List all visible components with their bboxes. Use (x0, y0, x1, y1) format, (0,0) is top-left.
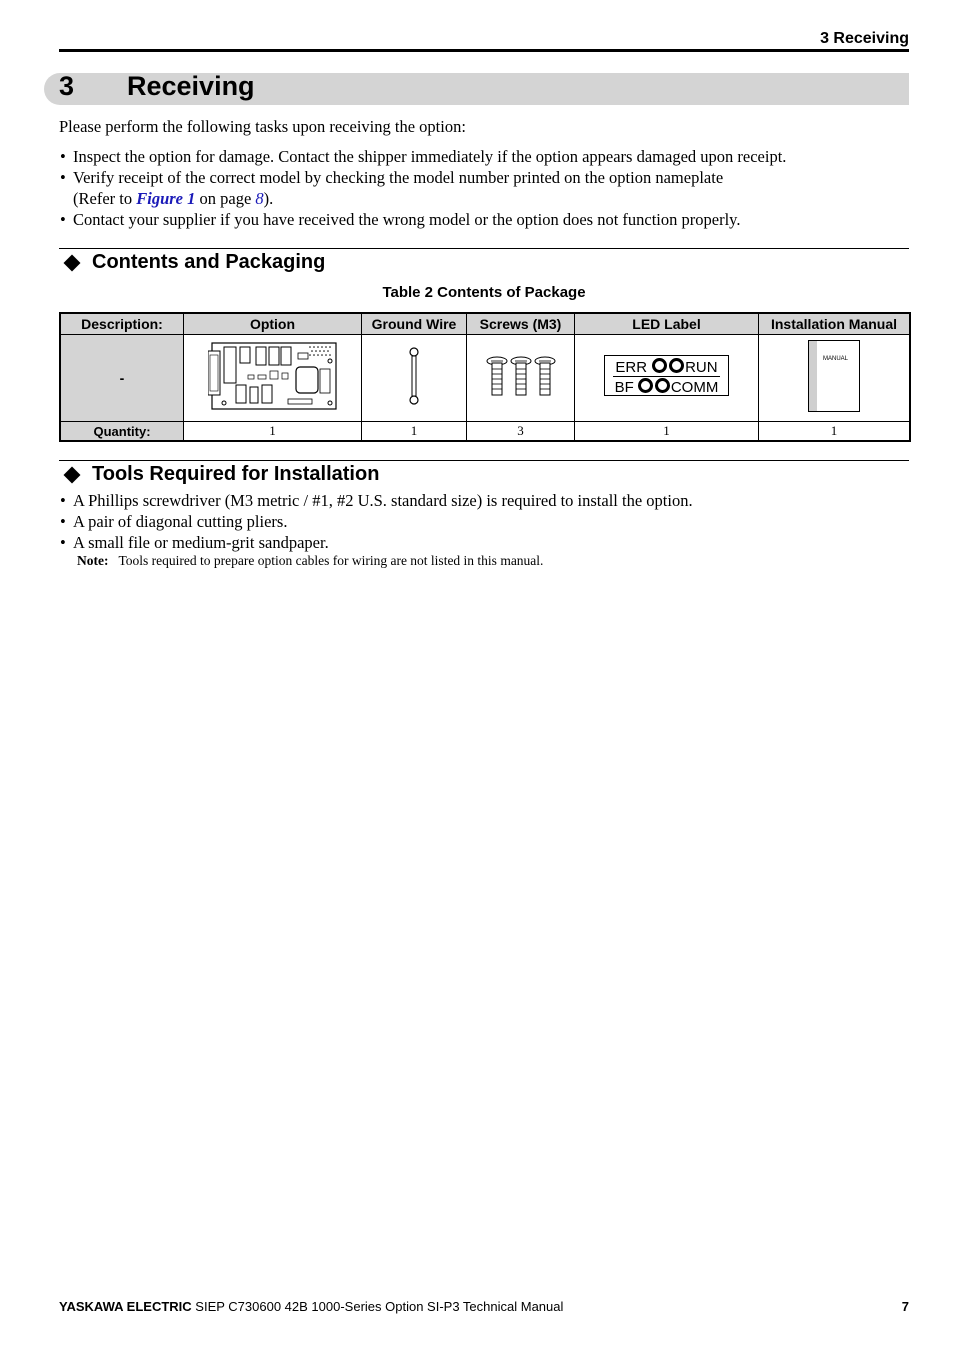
tools-note (77, 553, 543, 569)
led-label-sticker (604, 355, 729, 396)
list-item-text: Inspect the option for damage. Contact the shipper immediately if the option appears damaged upon receipt. (73, 147, 787, 166)
running-header: 3 Receiving (820, 30, 909, 47)
col-header-led-label: LED Label (575, 313, 759, 335)
section-rule (59, 248, 909, 249)
receipt-task-list (59, 146, 919, 230)
refer-close: ). (263, 189, 274, 208)
manual-cover-text: MANUAL (823, 355, 849, 362)
quantity-screws: 3 (467, 422, 575, 442)
diamond-bullet-icon (64, 466, 81, 483)
footer-doc-info (59, 1299, 563, 1314)
led-label-cell (575, 335, 759, 422)
manual-cell (759, 335, 911, 422)
contents-table (59, 312, 911, 442)
intro-paragraph: Please perform the following tasks upon receiving the option: (59, 117, 466, 136)
quantity-ground-wire: 1 (362, 422, 467, 442)
on-page-text: on page (199, 189, 252, 208)
quantity-option: 1 (184, 422, 362, 442)
col-header-description: Description: (60, 313, 184, 335)
list-item: • Contact your supplier if you have received the wrong model or the option does not function properly. (60, 210, 741, 229)
header-rule (59, 49, 909, 52)
option-cell (184, 335, 362, 422)
page-number: 7 (901, 1299, 909, 1314)
list-item: • A Phillips screwdriver (M3 metric / #1, #2 U.S. standard size) is required to install the option. (60, 491, 693, 510)
led-indicator-icon (637, 378, 671, 397)
list-item-text: Verify receipt of the correct model by checking the model number printed on the option nameplate (73, 168, 724, 187)
footer-brand: YASKAWA ELECTRIC (59, 1299, 192, 1314)
list-item-text: A pair of diagonal cutting pliers. (73, 512, 288, 531)
screw-icon (485, 355, 557, 397)
led-label-err: ERR (615, 359, 648, 376)
table-header-row (60, 313, 910, 335)
led-label-comm: COMM (670, 379, 719, 396)
note-label: Note: (77, 553, 109, 568)
footer-doc-title: SIEP C730600 42B 1000-Series Option SI-P3 Technical Manual (195, 1299, 564, 1314)
manual-icon (808, 340, 860, 412)
col-header-ground-wire: Ground Wire (362, 313, 467, 335)
list-item: • Verify receipt of the correct model by checking the model number printed on the option nameplate (Refer to Figure 1 on page 8). (60, 168, 724, 208)
quantity-led-label: 1 (575, 422, 759, 442)
led-label-run: RUN (685, 359, 718, 376)
diamond-bullet-icon (64, 254, 81, 271)
table-row (60, 422, 910, 442)
contents-section-title: Contents and Packaging (92, 251, 326, 273)
list-item-text: A small file or medium-grit sandpaper. (73, 533, 329, 552)
list-item: • A pair of diagonal cutting pliers. (60, 512, 288, 531)
ground-wire-cell (362, 335, 467, 422)
list-item-text: A Phillips screwdriver (M3 metric / #1, #2 U.S. standard size) is required to install the option. (73, 491, 693, 510)
col-header-option: Option (184, 313, 362, 335)
table-caption: Table 2 Contents of Package (382, 284, 586, 301)
chapter-title: Receiving (127, 71, 255, 101)
contents-section-heading (63, 251, 325, 274)
tools-section-heading (63, 463, 379, 486)
chapter-number: 3 (59, 71, 75, 101)
list-item: • Inspect the option for damage. Contact the shipper immediately if the option appears damaged upon receipt. (60, 147, 787, 166)
ground-wire-icon (406, 346, 422, 406)
image-row-label: - (60, 335, 184, 422)
list-item: • A small file or medium-grit sandpaper. (60, 533, 329, 552)
option-board-icon (208, 341, 338, 411)
quantity-label: Quantity: (60, 422, 184, 442)
figure-link[interactable]: Figure 1 (136, 189, 196, 208)
list-item-text: Contact your supplier if you have received the wrong model or the option does not function properly. (73, 210, 741, 229)
col-header-screws: Screws (M3) (467, 313, 575, 335)
tools-list (59, 490, 919, 553)
table-row (60, 335, 910, 422)
quantity-manual: 1 (759, 422, 911, 442)
screws-cell (467, 335, 575, 422)
section-rule (59, 460, 909, 461)
tools-section-title: Tools Required for Installation (92, 463, 380, 485)
col-header-installation-manual: Installation Manual (759, 313, 911, 335)
led-label-bf: BF (614, 379, 634, 396)
page-link[interactable]: 8 (255, 189, 264, 208)
refer-text: (Refer to (73, 189, 133, 208)
led-indicator-icon (651, 358, 685, 377)
note-text: Tools required to prepare option cables for wiring are not listed in this manual. (118, 553, 544, 568)
